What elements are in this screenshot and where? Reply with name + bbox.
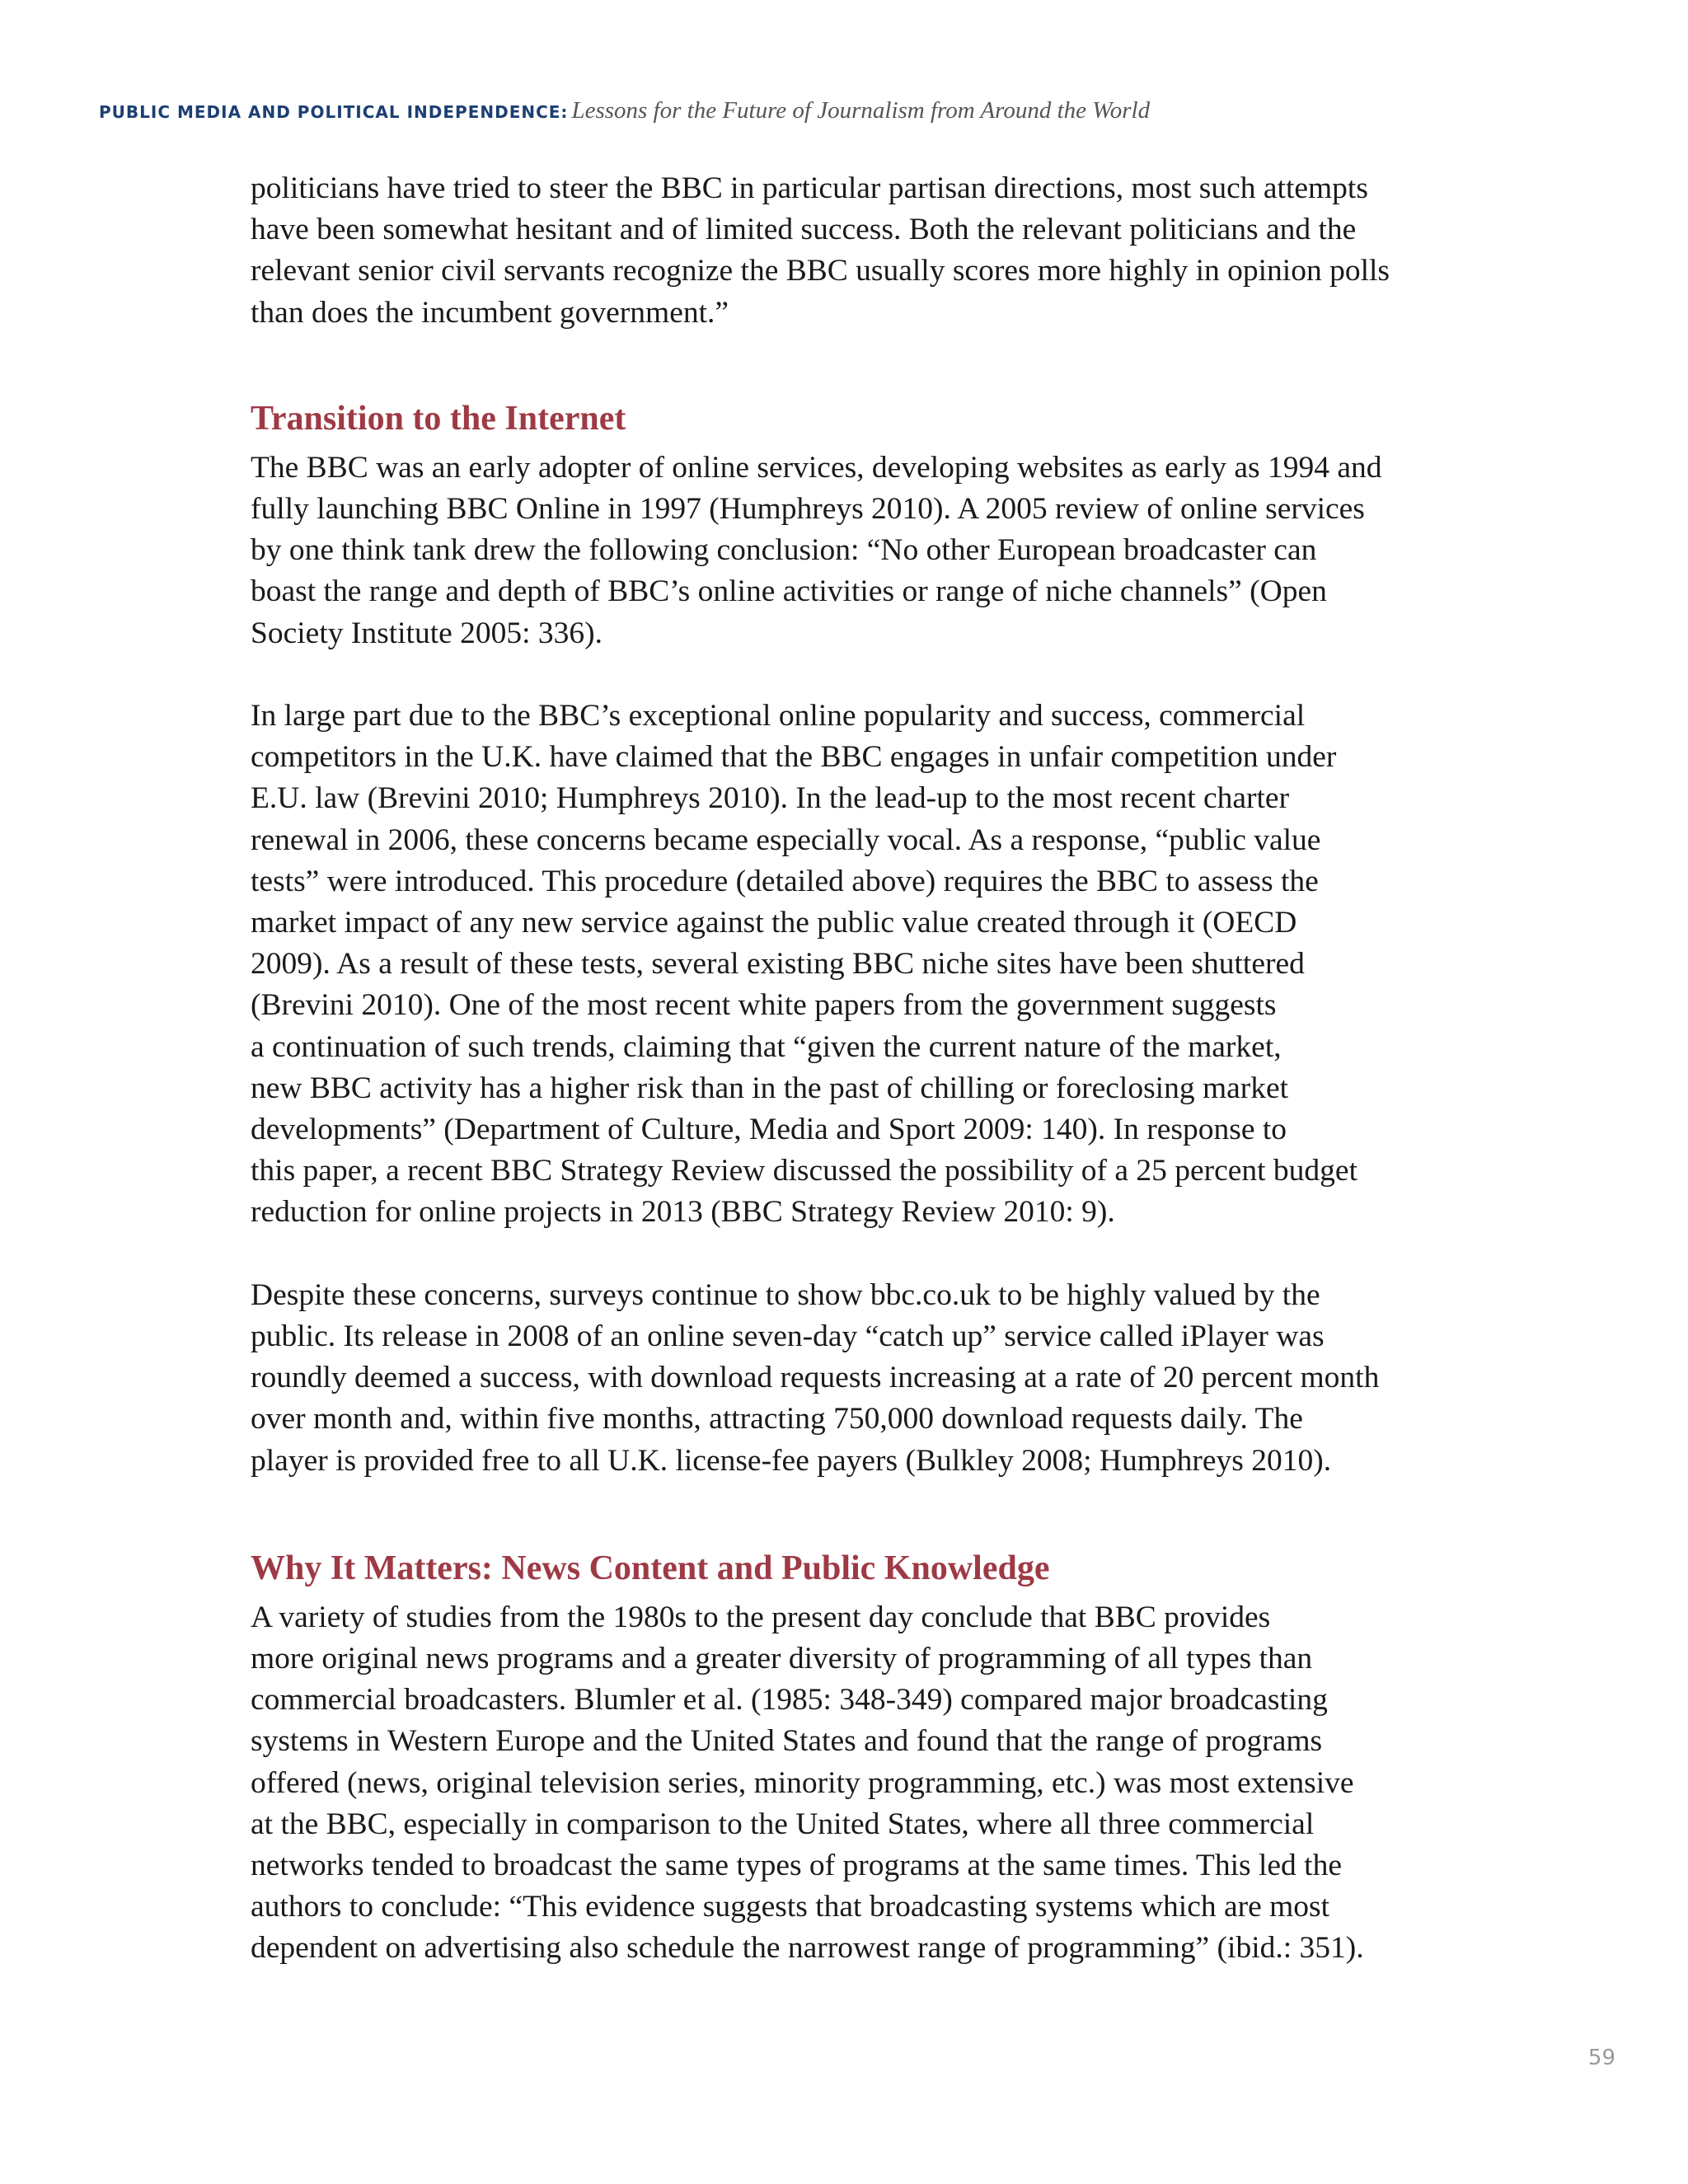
report-subtitle: Lessons for the Future of Journalism from Around the World	[571, 97, 1151, 124]
paragraph: In large part due to the BBC’s exceptional online popularity and success, commercial competitors in the U.K. have claimed that the BBC engages in unfair competition under E.U. law (Brevini 2010; Humphreys 2010). In the lead-up to the most recent charter renewal in 2006, these concerns became especially vocal. As a response, “public value tests” were introduced. This procedure (detailed above) requires the BBC to assess the market impact of any new service against the public value created through it (OECD 2009). As a result of these tests, several existing BBC niche sites have been shuttered (Brevini 2010). One of the most recent white papers from the government suggests a continuation of such trends, claiming that “given the current nature of the market, new BBC activity has a higher risk than in the past of chilling or foreclosing market developments” (Department of Culture, Media and Sport 2009: 140). In response to this paper, a recent BBC Strategy Review discussed the possibility of a 25 percent budget reduction for online projects in 2013 (BBC Strategy Review 2010: 9).	[251, 699, 1357, 1230]
series-title: PUBLIC MEDIA AND POLITICAL INDEPENDENCE:	[99, 102, 569, 122]
running-header	[99, 94, 1582, 131]
page-number: 59	[1587, 2046, 1615, 2070]
paragraph: Despite these concerns, surveys continue to show bbc.co.uk to be highly valued by the public. Its release in 2008 of an online seven-day “catch up” service called iPlayer was roundly deemed a success, with download requests increasing at a rate of 20 percent month over month and, within five months, attracting 750,000 download requests daily. The player is provided free to all U.K. license-fee payers (Bulkley 2008; Humphreys 2010).	[251, 1277, 1380, 1478]
section-heading-why-it-matters: Why It Matters: News Content and Public Knowledge	[251, 1549, 1050, 1587]
page-content	[251, 168, 1536, 1970]
paragraph: The BBC was an early adopter of online services, developing websites as early as 1994 and fully launching BBC Online in 1997 (Humphreys 2010). A 2005 review of online services by one think tank drew the following conclusion: “No other European broadcaster can boast the range and depth of BBC’s online activities or range of niche channels” (Open Society Institute 2005: 336).	[251, 450, 1382, 650]
paragraph: A variety of studies from the 1980s to the present day conclude that BBC provides more original news programs and a greater diversity of programming of all types than commercial broadcasters. Blumler et al. (1985: 348-349) compared major broadcasting systems in Western Europe and the United States and found that the range of programs offered (news, original television series, minority programming, etc.) was most extensive at the BBC, especially in comparison to the United States, where all three commercial networks tended to broadcast the same types of programs at the same times. This led the authors to conclude: “This evidence suggests that broadcasting systems which are most dependent on advertising also schedule the narrowest range of programming” (ibid.: 351).	[251, 1600, 1364, 1966]
section-heading-transition: Transition to the Internet	[251, 399, 626, 438]
intro-paragraph: politicians have tried to steer the BBC in particular partisan directions, most such attempts have been somewhat hesitant and of limited success. Both the relevant politicians and the relevant senior civil servants recognize the BBC usually scores more highly in opinion polls than does the incumbent government.”	[251, 171, 1390, 330]
